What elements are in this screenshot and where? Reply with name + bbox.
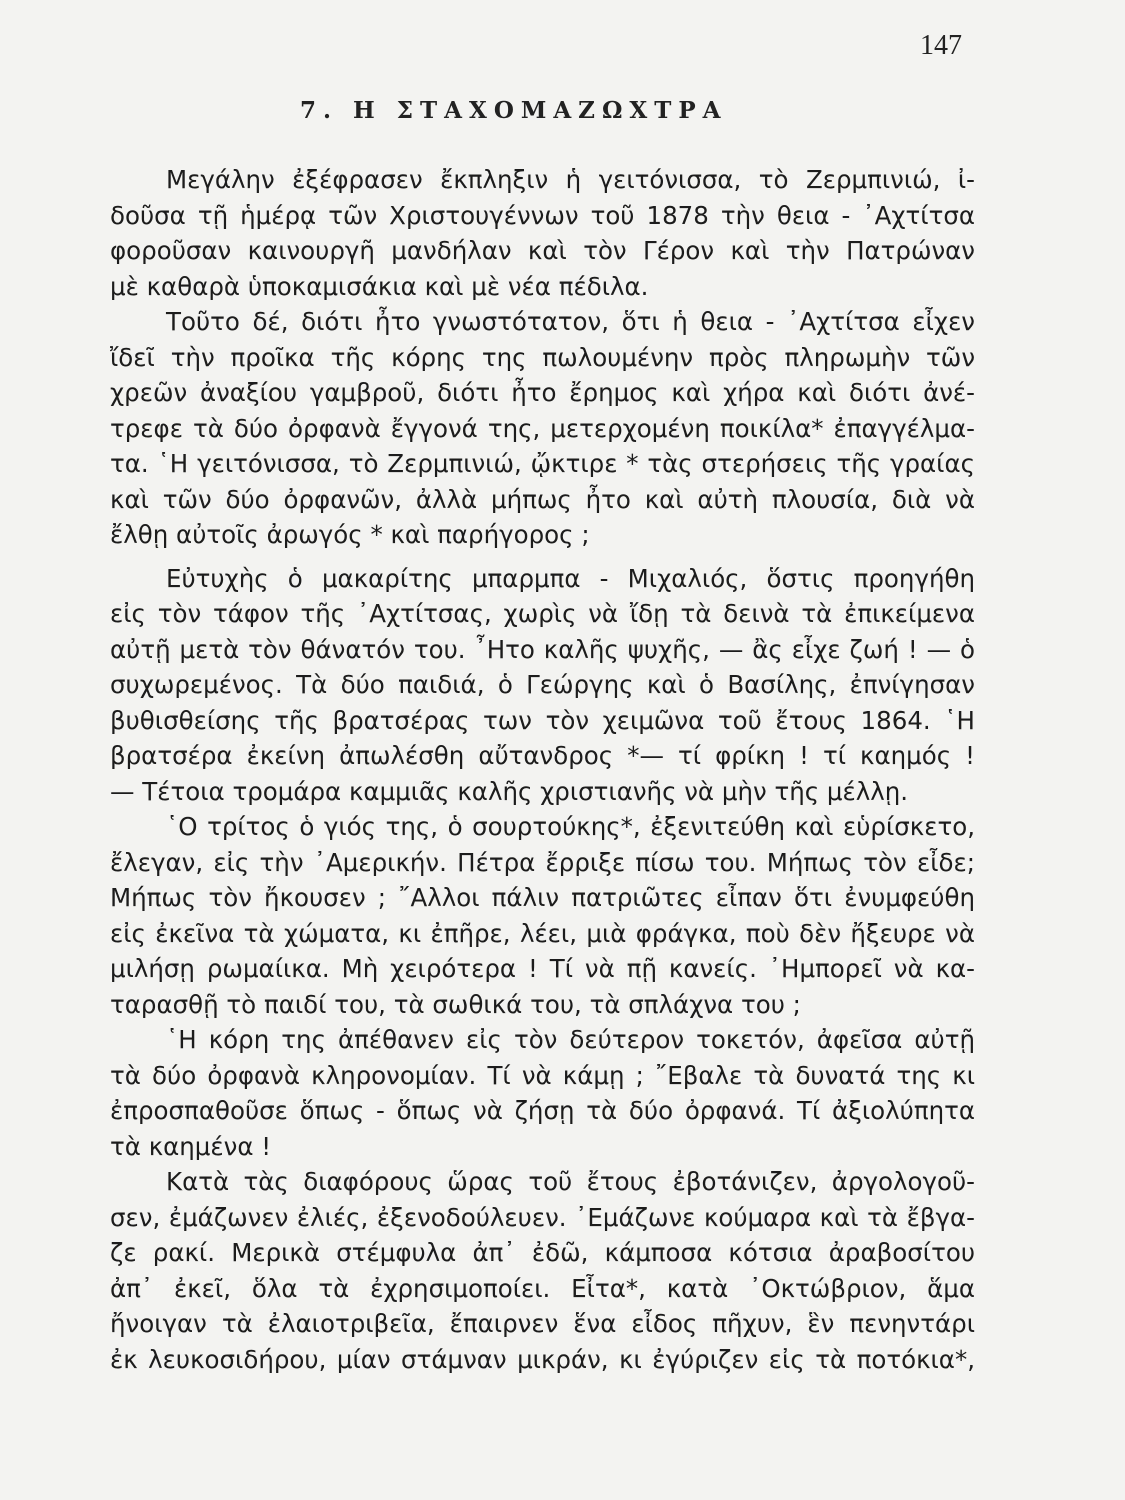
text-line: Κατὰ τὰς διαφόρους ὥρας τοῦ ἔτους ἐβοτάνιζεν, ἀργολογοῦ-	[166, 1167, 975, 1196]
text-line: αὐτῇ μετὰ τὸν θάνατόν του. ῏Ητο καλῆς ψυχῆς, — ἂς εἶχε ζωή ! — ὁ	[110, 634, 975, 664]
text-line: ἀπ᾿ ἐκεῖ, ὅλα τὰ ἐχρησιμοποίει. Εἶτα*, κατὰ ᾿Οκτώβριον, ἅμα	[110, 1273, 975, 1303]
text-line: εἰς τὸν τάφον τῆς ᾿Αχτίτσας, χωρὶς νὰ ἴδῃ τὰ δεινὰ τὰ ἐπικείμενα	[110, 599, 975, 628]
text-line: ῾Ο τρίτος ὁ γιός της, ὁ σουρτούκης*, ἐξενιτεύθη καὶ εὑρίσκετο,	[166, 812, 975, 841]
text-line: τα. ῾Η γειτόνισσα, τὸ Ζερμπινιώ, ᾤκτιρε * τὰς στερήσεις τῆς γραίας	[110, 449, 975, 478]
text-line: ἔλεγαν, εἰς τὴν ᾿Αμερικήν. Πέτρα ἔρριξε πίσω του. Μήπως τὸν εἶδε;	[110, 847, 975, 877]
text-line: τὰ δύο ὀρφανὰ κληρονομίαν. Τί νὰ κάμῃ ; ῎Εβαλε τὰ δυνατά της κι	[110, 1060, 975, 1090]
text-line: ῾Η κόρη της ἀπέθανεν εἰς τὸν δεύτερον τοκετόν, ἀφεῖσα αὐτῇ	[166, 1025, 975, 1054]
text-line: Μήπως τὸν ἤκουσεν ; ῎Αλλοι πάλιν πατριῶτες εἶπαν ὅτι ἐνυμφεύθη	[110, 883, 975, 912]
body-text	[110, 162, 975, 1377]
text-line: σεν, ἐμάζωνεν ἐλιές, ἐξενοδούλευεν. ᾿Εμάζωνε κούμαρα καὶ τὰ ἔβγα-	[110, 1202, 975, 1232]
text-line: βυθισθείσης τῆς βρατσέρας των τὸν χειμῶνα τοῦ ἔτους 1864. ῾Η	[110, 705, 975, 735]
text-line: ἤνοιγαν τὰ ἐλαιοτριβεῖα, ἔπαιρνεν ἕνα εἶδος πῆχυν, ἓν πενηντάρι	[110, 1309, 975, 1338]
text-line: φοροῦσαν καινουργῆ μανδήλαν καὶ τὸν Γέρον καὶ τὴν Πατρώναν	[110, 236, 975, 265]
text-line: Μεγάλην ἐξέφρασεν ἔκπληξιν ἡ γειτόνισσα, τὸ Ζερμπινιώ, ἰ-	[166, 165, 975, 194]
text-line: ταρασθῇ τὸ παιδί του, τὰ σωθικά του, τὰ σπλάχνα του ;	[110, 989, 801, 1019]
text-line: — Τέτοια τρομάρα καμμιᾶς καλῆς χριστιανῆς νὰ μὴν τῆς μέλλῃ.	[110, 776, 909, 806]
text-line: μὲ καθαρὰ ὑποκαμισάκια καὶ μὲ νέα πέδιλα.	[110, 271, 649, 301]
text-line: τὰ καημένα !	[110, 1131, 272, 1161]
text-line: ἴδεῖ τὴν προῖκα τῆς κόρης της πωλουμένην πρὸς πληρωμὴν τῶν	[110, 342, 975, 372]
text-line: βρατσέρα ἐκείνη ἀπωλέσθη αὔτανδρος *— τί φρίκη ! τί καημός !	[110, 741, 975, 770]
text-line: Τοῦτο δέ, διότι ἦτο γνωστότατον, ὅτι ἡ θεια - ᾿Αχτίτσα εἶχεν	[166, 307, 975, 336]
text-line: χρεῶν ἀναξίου γαμβροῦ, διότι ἦτο ἔρημος καὶ χήρα καὶ διότι ἀνέ-	[110, 378, 975, 407]
text-line: μιλήσῃ ρωμαίικα. Μὴ χειρότερα ! Τί νὰ πῇ κανείς. ᾿Ημπορεῖ νὰ κα-	[110, 954, 975, 983]
chapter-title: 7. Η ΣΤΑΧΟΜΑΖΩΧΤΡΑ	[300, 97, 728, 124]
text-line: ἐπροσπαθοῦσε ὅπως - ὅπως νὰ ζήσῃ τὰ δύο ὀρφανά. Τί ἀξιολύπητα	[110, 1096, 975, 1125]
text-line: συχωρεμένος. Τὰ δύο παιδιά, ὁ Γεώργης καὶ ὁ Βασίλης, ἐπνίγησαν	[110, 670, 975, 699]
text-line: καὶ τῶν δύο ὀρφανῶν, ἀλλὰ μήπως ἦτο καὶ αὐτὴ πλουσία, διὰ νὰ	[110, 484, 975, 514]
text-line: δοῦσα τῇ ἡμέρᾳ τῶν Χριστουγέννων τοῦ 1878 τὴν θεια - ᾿Αχτίτσα	[110, 200, 975, 230]
text-line: ἔλθῃ αὐτοῖς ἀρωγός * καὶ παρήγορος ;	[110, 520, 590, 549]
text-line: Εὐτυχὴς ὁ μακαρίτης μπαρμπα - Μιχαλιός, ὅστις προηγήθη	[166, 563, 975, 593]
text-line: ἐκ λευκοσιδήρου, μίαν στάμναν μικράν, κι ἐγύριζεν εἰς τὰ ποτόκια*,	[110, 1344, 975, 1374]
text-line: τρεφε τὰ δύο ὀρφανὰ ἔγγονά της, μετερχομένη ποικίλα* ἐπαγγέλμα-	[110, 413, 975, 443]
text-line: ζε ρακί. Μερικὰ στέμφυλα ἀπ᾿ ἐδῶ, κάμποσα κότσια ἀραβοσίτου	[110, 1238, 975, 1267]
text-line: εἰς ἐκεῖνα τὰ χώματα, κι ἐπῆρε, λέει, μιὰ φράγκα, ποὺ δὲν ἤξευρε νὰ	[110, 918, 975, 948]
page-number: 147	[920, 30, 962, 61]
